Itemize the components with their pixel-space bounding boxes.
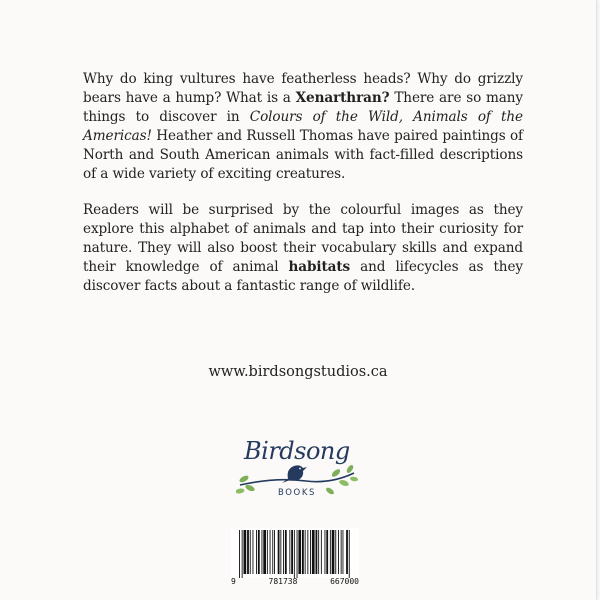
barcode-bar <box>280 530 281 574</box>
barcode-digits <box>231 577 359 586</box>
barcode-bar <box>258 530 260 574</box>
barcode-bar <box>278 530 280 574</box>
barcode-bar <box>239 530 240 578</box>
barcode-bar <box>310 530 311 574</box>
barcode-bar <box>335 530 336 574</box>
book-title: Colours of the Wild, Animals of the Americas! <box>83 108 523 144</box>
barcode-bar <box>272 530 273 574</box>
barcode-bar <box>253 530 254 574</box>
barcode-bar <box>318 530 319 574</box>
barcode-bar <box>262 530 263 574</box>
bold-term-habitats: habitats <box>288 259 351 276</box>
blurb-paragraph-1: Why do king vultures have featherless heads? Why do grizzly bears have a hump? What is a Xenarthran? There are so many things to discover in Colours of the Wild, Animals of the Americas! Heather and Russell Thomas have paired paintings of North and South American animals with fact-filled descriptions of a wide variety of exciting creatures. <box>83 71 523 182</box>
barcode-bar <box>341 530 342 574</box>
logo-wordmark: Birdsong <box>244 437 350 465</box>
barcode-bar <box>283 530 284 574</box>
barcode-bar <box>338 530 339 574</box>
barcode-bar <box>326 530 328 574</box>
barcode-bar <box>256 530 257 574</box>
barcode-bar <box>294 530 295 578</box>
barcode-bar <box>297 530 298 578</box>
blurb-text <box>83 70 523 296</box>
barcode-digit-group-1: 781738 <box>268 577 298 586</box>
barcode-bar <box>346 530 348 574</box>
barcode-bar <box>330 530 331 574</box>
barcode-bar <box>307 530 308 574</box>
barcode-bar <box>267 530 268 574</box>
bold-term-xenarthran: Xenarthran? <box>295 89 390 106</box>
barcode-bar <box>343 530 344 574</box>
barcode-bar <box>325 530 326 574</box>
barcode-bar <box>289 530 290 574</box>
barcode-bar <box>321 530 322 574</box>
barcode-bar <box>263 530 266 574</box>
barcode-bar <box>316 530 318 574</box>
barcode-bar <box>302 530 304 574</box>
barcode-bar <box>298 530 301 574</box>
barcode-bar <box>291 530 293 574</box>
barcode-bar <box>349 530 350 578</box>
barcode-bar <box>250 530 251 574</box>
barcode-bar <box>242 530 243 578</box>
barcode-bar <box>285 530 287 574</box>
barcode-bar <box>305 530 306 574</box>
barcode-bar <box>244 530 247 574</box>
barcode-bar <box>312 530 315 574</box>
barcode-bar <box>332 530 335 574</box>
isbn-barcode <box>231 528 359 578</box>
barcode-digit-prefix: 9 <box>231 577 236 586</box>
logo-subtitle: BOOKS <box>277 488 317 498</box>
barcode-bar <box>274 530 275 574</box>
website-url: www.birdsongstudios.ca <box>208 364 388 380</box>
blurb-paragraph-2: Readers will be surprised by the colourful images as they explore this alphabet of animals and tap into their curiosity for nature. They will also boost their vocabulary skills and expand their knowledge of animal habitats and lifecycles as they discover facts about a fantastic range of wildlife. <box>83 202 523 295</box>
barcode-bar <box>270 530 271 574</box>
publisher-logo <box>236 433 358 523</box>
barcode-digit-group-2: 667000 <box>330 577 359 586</box>
barcode-bar <box>247 530 249 574</box>
